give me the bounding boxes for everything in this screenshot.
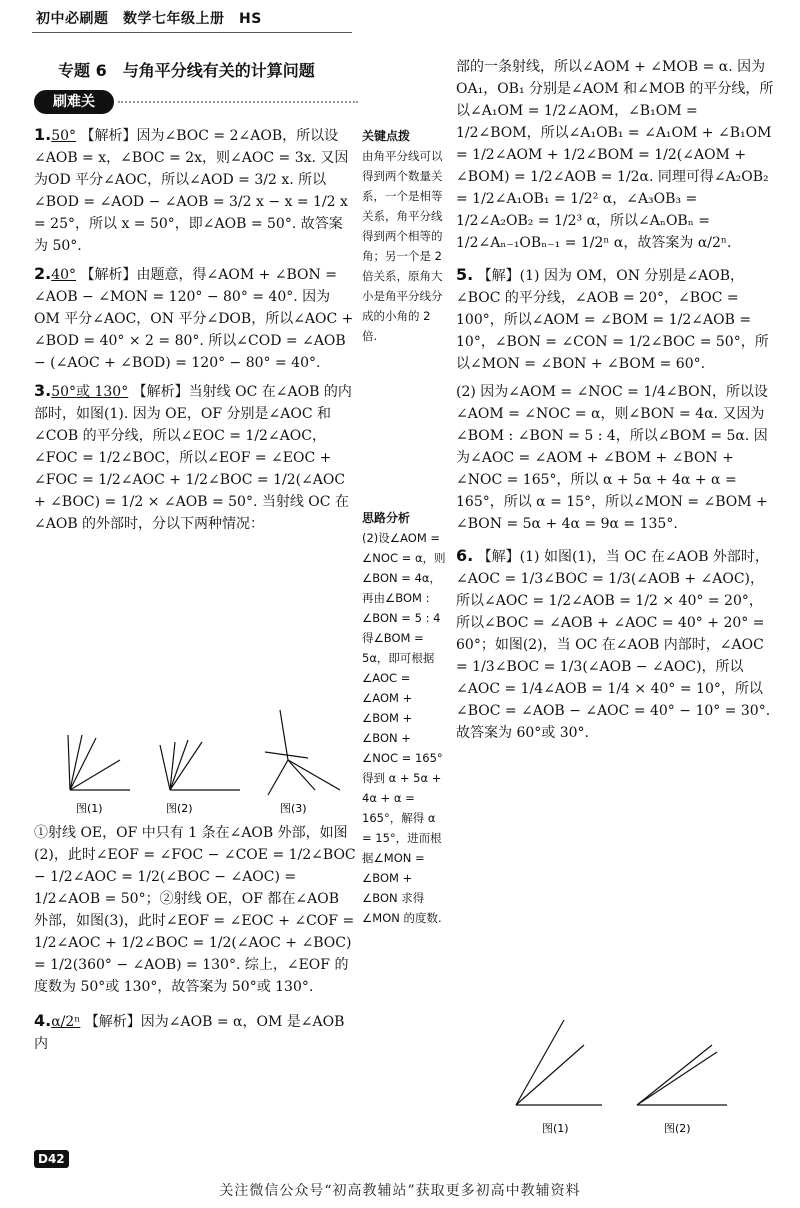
fig2-caption: 图(2) <box>166 802 193 815</box>
question-6: 6. 【解】(1) 如图(1)，当 OC 在∠AOB 外部时，∠AOC = 1/3∠BOC = 1/3(∠AOB + ∠AOC)，所以∠AOC = 1/2∠AOB = 1/2 × 40° = 20°，所以∠BOC = ∠AOB + ∠AOC = 40° + 20° = 60°；如图(2)，当 OC 在∠AOB 内部时，∠AOC = 1/3∠BOC = 1/3(∠AOB − ∠AOC)，所以∠AOC = 1/4∠AOB = 1/4 × 40° = 10°，所以∠BOC = ∠AOB − ∠AOC = 40° − 10° = 30°. 故答案为 60°或 30°. <box>456 546 771 741</box>
fig2-ray-oc <box>160 745 170 790</box>
fig1-ray-oa <box>68 735 70 790</box>
question-5: 5. 【解】(1) 因为 OM，ON 分别是∠AOB，∠BOC 的平分线，∠AOB = 20°，∠BOC = 100°，所以∠AOM = ∠BOM = 1/2∠AOB = 10°，∠BON = ∠CON = 1/2∠BOC = 50°，所以∠MON = ∠BON + ∠BOM = 60°. <box>456 265 769 372</box>
fig3-ray-oc <box>268 760 288 795</box>
page-header: 初中必刷题 数学七年级上册 HS <box>36 11 262 27</box>
fig3-ray-ob <box>288 760 340 790</box>
topic-title: 专题 6 与角平分线有关的计算问题 <box>58 61 315 80</box>
fig3-ray-of <box>288 760 315 790</box>
q6-fig1-ray-oa <box>516 1045 584 1105</box>
q3-figures <box>40 690 340 820</box>
left-column <box>34 124 356 535</box>
footer-note: 关注微信公众号“初高教辅站”获取更多初高中教辅资料 <box>219 1183 581 1199</box>
q6-fig1-caption: 图(1) <box>542 1122 569 1135</box>
question-3-cases: ①射线 OE，OF 中只有 1 条在∠AOB 外部，如图(2)，此时∠EOF = ∠FOC − ∠COE = 1/2∠BOC − 1/2∠AOC = 1/2(∠BOC − ∠AOC) = 1/2∠AOB = 50°；②射线 OE，OF 都在∠AOB 外部，如图(3)，此时∠EOF = ∠EOC + ∠COF = 1/2∠AOC + 1/2∠BOC = 1/2(∠AOC + ∠BOC) = 1/2(360° − ∠AOB) = 130°. 综上，∠EOF 的度数为 50°或 130°，故答案为 50°或 130°. <box>34 825 356 995</box>
q6-fig2-caption: 图(2) <box>664 1122 691 1135</box>
q6-fig1-ray-oc <box>516 1020 564 1105</box>
right-column <box>456 56 776 744</box>
fig3-ray-oa <box>280 710 288 760</box>
fig1-caption: 图(1) <box>76 802 103 815</box>
question-4-cont: 部的一条射线，所以∠AOM + ∠MOB = α. 因为 OA₁，OB₁ 分别是∠AOM 和∠MOB 的平分线，所以∠A₁OM = 1/2∠AOM，∠B₁OM = 1/2∠BOM，所以∠A₁OB₁ = ∠A₁OM + ∠B₁OM = 1/2∠AOM + 1/2∠BOM = 1/2(∠AOM + ∠BOM) = 1/2∠AOB = 1/2α. 同理可得∠A₂OB₂ = 1/2∠A₁OB₁ = 1/2² α，∠A₃OB₃ = 1/2∠A₂OB₂ = 1/2³ α，所以∠AₙOBₙ = 1/2∠Aₙ₋₁OBₙ₋₁ = 1/2ⁿ α，故答案为 α/2ⁿ. <box>456 59 774 251</box>
thinking-note: 思路分析 (2)设∠AOM = ∠NOC = α，则∠BON = 4α，再由∠BOM : ∠BON = 5 : 4 得∠BOM = 5α，即可根据∠AOC = ∠AOM + ∠BOM + ∠BON + ∠NOC = 165° 得到 α + 5α + 4α + α = 165°，解得 α = 15°，进而根据∠MON = ∠BOM + ∠BON 求得∠MON 的度数. <box>362 511 446 925</box>
question-2: 2.40° 【解析】由题意，得∠AOM + ∠BON = ∠AOB − ∠MON = 120° − 80° = 40°. 因为 OM 平分∠AOC，ON 平分∠DOB，所以∠AOC + ∠BOD = 40° × 2 = 80°. 所以∠COD = ∠AOB − (∠AOC + ∠BOD) = 120° − 80° = 40°. <box>34 264 354 371</box>
difficulty-badge: 刷难关 <box>34 90 114 114</box>
header-rule <box>32 32 352 33</box>
question-4: 4.α/2ⁿ 【解析】因为∠AOB = α，OM 是∠AOB 内 <box>34 1011 345 1052</box>
q6-fig2-ray-oa <box>637 1045 712 1105</box>
question-1: 1.50° 【解析】因为∠BOC = 2∠AOB，所以设∠AOB = x，∠BOC = 2x，则∠AOC = 3x. 又因为OD 平分∠AOC，所以∠AOD = 3/2 x. 所以∠BOD = ∠AOD − ∠AOB = 3/2 x − x = 1/2 x = 25°，所以 x = 50°，即∠AOB = 50°. 故答案为 50°. <box>34 125 349 254</box>
fig1-ray-oe <box>70 735 82 790</box>
q6-fig2-ray-oc <box>637 1052 717 1105</box>
key-point-note: 关键点拨 由角平分线可以得到两个数量关系，一个是相等关系，角平分线得到两个相等的角；另一个是 2 倍关系，原角大小是角平分线分成的小角的 2 倍. <box>362 129 443 343</box>
question-3: 3.50°或 130° 【解析】当射线 OC 在∠AOB 的内部时，如图(1). 因为 OE，OF 分别是∠AOC 和∠COB 的平分线，所以∠EOC = 1/2∠AOC，∠FOC = 1/2∠BOC，所以∠EOF = ∠EOC + ∠FOC = 1/2∠AOC + 1/2∠BOC = 1/2(∠AOC + ∠BOC) = 1/2 × ∠AOB = 50°. 当射线 OC 在∠AOB 的外部时，分以下两种情况： <box>34 381 352 532</box>
q6-figures <box>492 1000 772 1140</box>
dotted-divider <box>118 101 358 103</box>
question-5-part2: (2) 因为∠AOM = ∠NOC = 1/4∠BON，所以设∠AOM = ∠NOC = α，则∠BON = 4α. 又因为∠BOM : ∠BON = 5 : 4，所以∠BOM = 5α. 因为∠AOC = ∠AOM + ∠BOM + ∠BON + ∠NOC = 165°，所以 α + 5α + 4α + α = 165°，所以 α = 15°，所以∠MON = ∠BOM + ∠BON = 5α + 4α = 9α = 135°. <box>456 384 768 532</box>
fig3-caption: 图(3) <box>280 802 307 815</box>
left-column-cont <box>34 822 356 1055</box>
page-number: D42 <box>34 1150 69 1168</box>
